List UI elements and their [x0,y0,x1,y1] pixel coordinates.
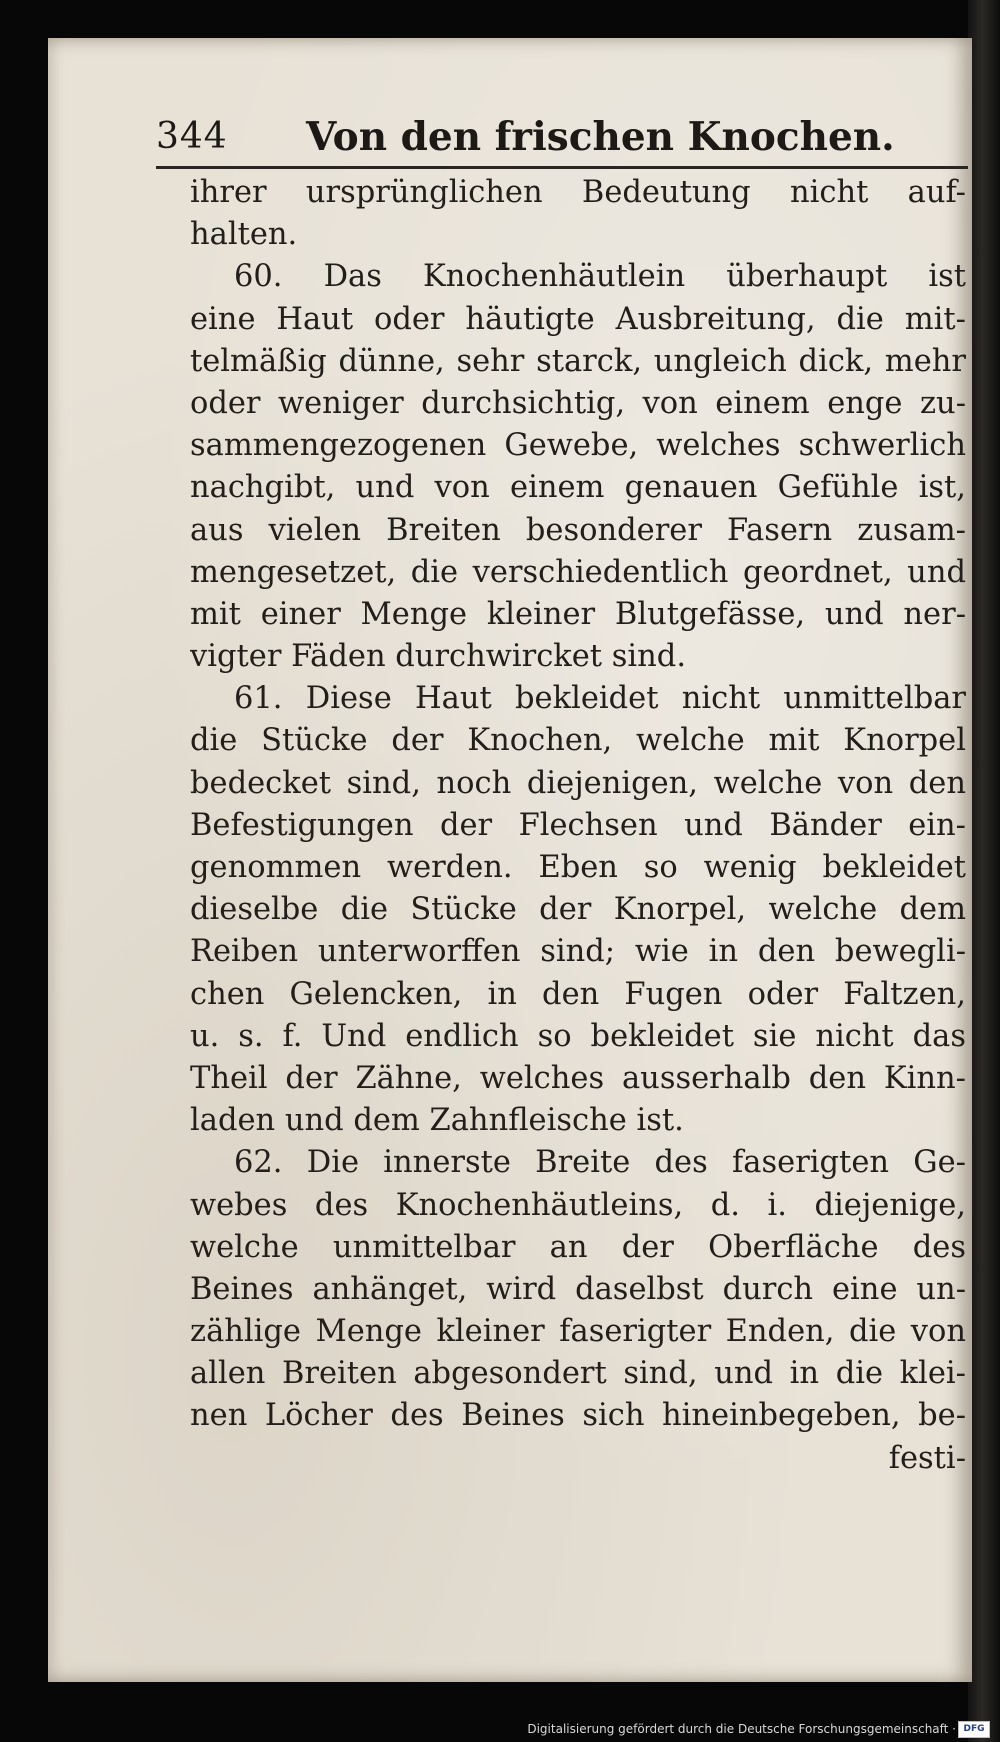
text-line: vigter Fäden durchwircket sind. [190,639,687,675]
paragraph-61-start: 61. Diese Haut bekleidet nicht unmittelbar [234,681,966,717]
text-line: ihrer ursprünglichen Bedeutung nicht auf- [190,175,966,210]
text-line: Reiben unterworffen sind; wie in den bewegli- [190,934,966,970]
text-line: chen Gelencken, in den Fugen oder Faltzen, [190,976,966,1012]
funding-credit: Digitalisierung gefördert durch die Deutsche Forschungsgemeinschaft · [527,1722,956,1736]
body-text [190,172,966,1480]
dfg-logo: DFG [958,1721,990,1738]
digitization-footer [506,1719,994,1739]
text-line: Theil der Zähne, welches ausserhalb den Kinn- [190,1060,966,1096]
text-line: mengesetzet, die verschiedentlich geordnet, und [190,554,966,590]
catchword: festi- [888,1440,966,1476]
text-line: telmäßig dünne, sehr starck, ungleich dick, mehr [190,343,966,379]
paragraph-62-start: 62. Die innerste Breite des faserigten Ge- [234,1145,966,1181]
text-line: bedecket sind, noch diejenigen, welche von den [190,765,966,801]
text-line: halten. [190,217,298,253]
page-header [156,74,968,160]
header-rule [156,166,968,169]
text-line: laden und dem Zahnfleische ist. [190,1103,684,1139]
text-line: webes des Knochenhäutleins, d. i. diejenige, [190,1187,966,1223]
text-line: allen Breiten abgesondert sind, und in die klei- [190,1356,966,1392]
text-line: die Stücke der Knochen, welche mit Knorpel [190,723,966,759]
text-line: dieselbe die Stücke der Knorpel, welche dem [190,892,966,928]
text-line: nen Löcher des Beines sich hineinbegeben, be- [190,1398,966,1434]
text-line: u. s. f. Und endlich so bekleidet sie nicht das [190,1018,966,1054]
text-line: sammengezogenen Gewebe, welches schwerlich [190,428,966,464]
text-line: mit einer Menge kleiner Blutgefässe, und ner- [190,596,966,632]
text-line: Befestigungen der Flechsen und Bänder ein- [190,807,966,843]
text-line: genommen werden. Eben so wenig bekleidet [190,850,966,885]
paragraph-60-start: 60. Das Knochenhäutlein überhaupt ist [234,259,966,295]
text-line: eine Haut oder häutigte Ausbreitung, die mit- [190,301,966,337]
text-line: nachgibt, und von einem genauen Gefühle ist, [190,470,966,506]
running-title: Von den frischen Knochen. [306,114,895,160]
book-edge [968,0,1000,1742]
text-line: aus vielen Breiten besonderer Fasern zusam- [190,512,966,548]
page-number: 344 [156,116,228,157]
text-line: welche unmittelbar an der Oberfläche des [190,1229,966,1265]
text-line: oder weniger durchsichtig, von einem enge zu- [190,385,966,421]
text-line: Beines anhänget, wird daselbst durch eine un- [190,1271,966,1307]
text-line: zählige Menge kleiner faserigter Enden, die von [190,1314,966,1350]
